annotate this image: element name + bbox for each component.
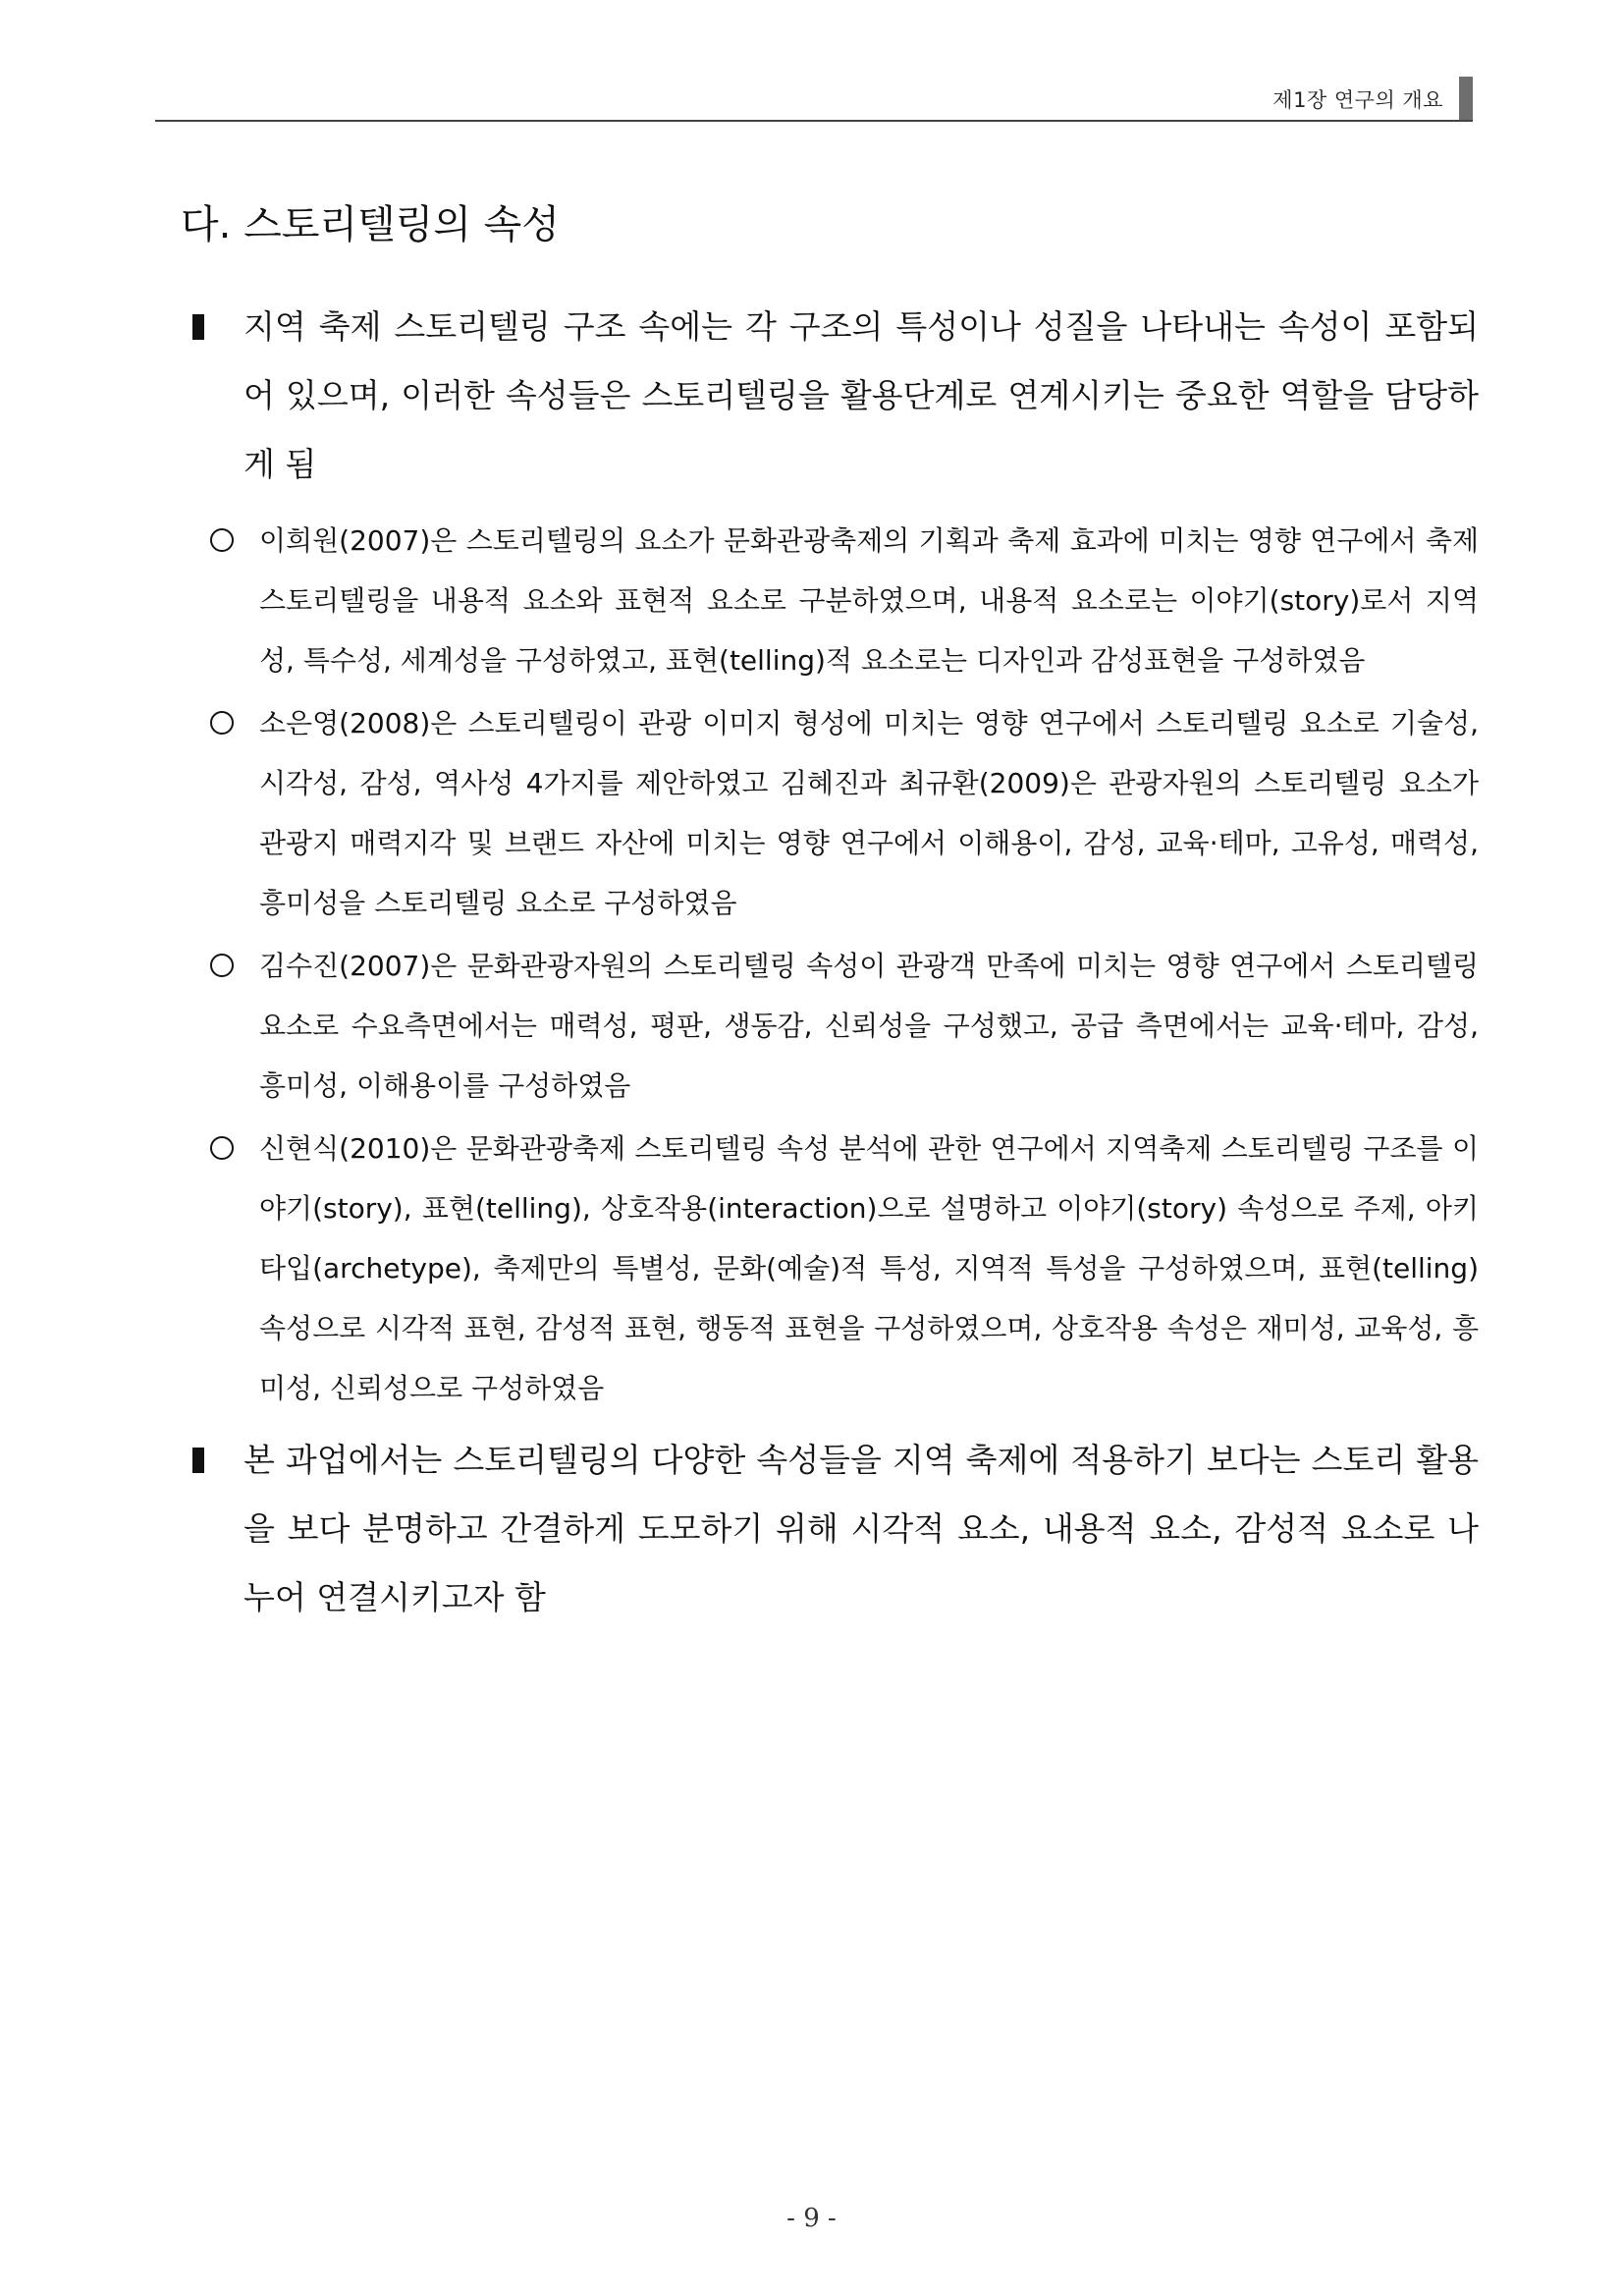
main-bullet-conclusion — [190, 1426, 1479, 1632]
study-list — [210, 511, 1479, 1418]
main-bullet-text: 지역 축제 스토리텔링 구조 속에는 각 구조의 특성이나 성질을 나타내는 속성이 포함되어 있으며, 이러한 속성들은 스토리텔링을 활용단계로 연계시키는 중요한 역할을 담당하게 됨 — [243, 307, 1479, 483]
circle-bullet-icon — [210, 954, 234, 977]
running-header — [155, 77, 1473, 122]
body-content — [190, 293, 1479, 1644]
list-item-text: 이희원(2007)은 스토리텔링의 요소가 문화관광축제의 기획과 축제 효과에 미치는 영향 연구에서 축제 스토리텔링을 내용적 요소와 표현적 요소로 구분하였으며, 내용적 요소로는 이야기(story)로서 지역성, 특수성, 세계성을 구성하였고, 표현(telling)적 요소로는 디자인과 감성표현을 구성하였음 — [259, 524, 1479, 677]
list-item — [210, 936, 1479, 1116]
list-item — [210, 1119, 1479, 1418]
main-bullet-intro — [190, 293, 1479, 499]
main-bullet-text: 본 과업에서는 스토리텔링의 다양한 속성들을 지역 축제에 적용하기 보다는 스토리 활용을 보다 분명하고 간결하게 도모하기 위해 시각적 요소, 내용적 요소, 감성적 요소로 나누어 연결시키고자 함 — [243, 1441, 1479, 1616]
square-bullet-icon — [192, 314, 204, 340]
list-item-text: 김수진(2007)은 문화관광자원의 스토리텔링 속성이 관광객 만족에 미치는 영향 연구에서 스토리텔링 요소로 수요측면에서는 매력성, 평판, 생동감, 신뢰성을 구성했고, 공급 측면에서는 교육·테마, 감성, 흥미성, 이해용이를 구성하였음 — [259, 950, 1479, 1102]
list-item-text: 소은영(2008)은 스토리텔링이 관광 이미지 형성에 미치는 영향 연구에서 스토리텔링 요소로 기술성, 시각성, 감성, 역사성 4가지를 제안하였고 김혜진과 최규환(2009)은 관광자원의 스토리텔링 요소가 관광지 매력지각 및 브랜드 자산에 미치는 영향 연구에서 이해용이, 감성, 교육·테마, 고유성, 매력성, 흥미성을 스토리텔링 요소로 구성하였음 — [259, 707, 1479, 919]
section-title: 다. 스토리텔링의 속성 — [181, 202, 560, 247]
list-item — [210, 693, 1479, 933]
circle-bullet-icon — [210, 528, 234, 552]
page-number: - 9 - — [786, 2204, 837, 2233]
chapter-label: 제1장 연구의 개요 — [1272, 88, 1443, 112]
square-bullet-icon — [192, 1448, 204, 1473]
header-tab-marker — [1459, 77, 1473, 120]
list-item-text: 신현식(2010)은 문화관광축제 스토리텔링 속성 분석에 관한 연구에서 지역축제 스토리텔링 구조를 이야기(story), 표현(telling), 상호작용(interaction)으로 설명하고 이야기(story) 속성으로 주제, 아키타입(archetype), 축제만의 특별성, 문화(예술)적 특성, 지역적 특성을 구성하였으며, 표현(telling) 속성으로 시각적 표현, 감성적 표현, 행동적 표현을 구성하였으며, 상호작용 속성은 재미성, 교육성, 흥미성, 신뢰성으로 구성하였음 — [259, 1132, 1479, 1404]
circle-bullet-icon — [210, 1136, 234, 1160]
circle-bullet-icon — [210, 711, 234, 735]
list-item — [210, 511, 1479, 690]
